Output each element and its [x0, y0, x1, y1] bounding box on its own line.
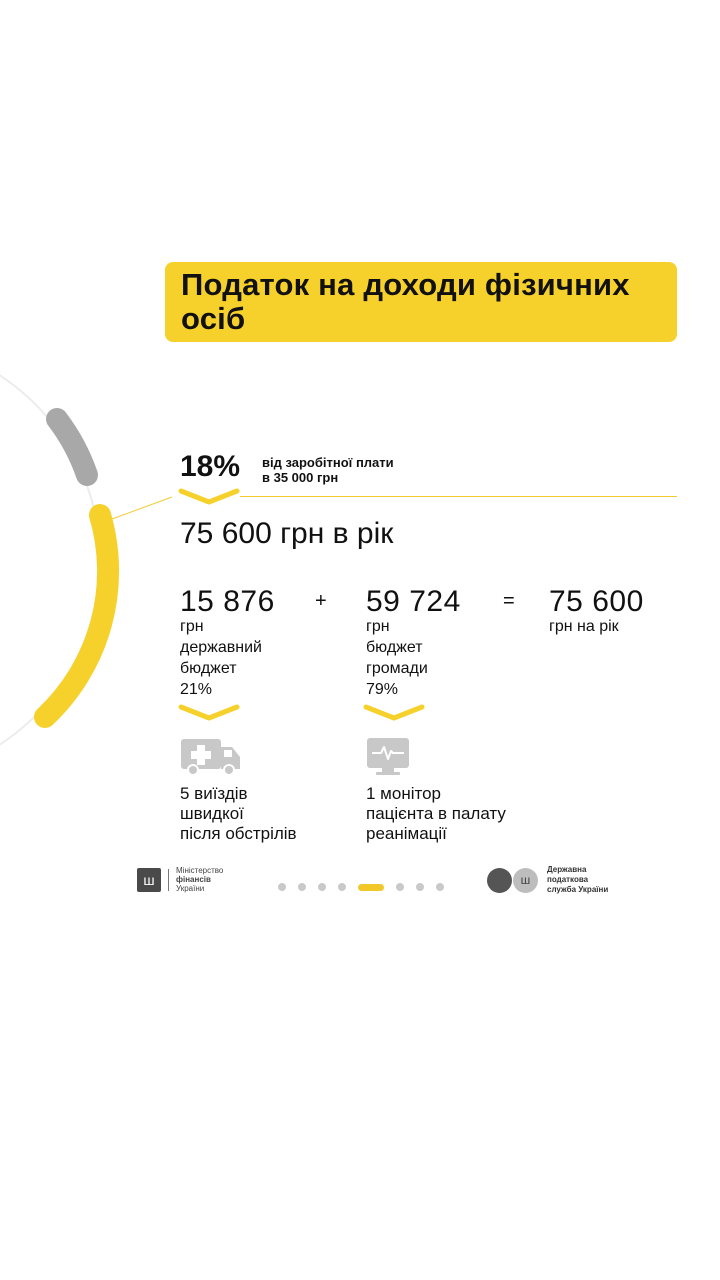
page-title: Податок на доходи фізичних осіб	[181, 267, 630, 336]
community-budget-amount: 59 724	[366, 585, 461, 618]
arc-gray-segment	[57, 419, 87, 475]
tax-logo-line2: податкова	[547, 875, 589, 884]
arc-yellow-segment	[45, 515, 108, 717]
state-budget-effect	[180, 784, 297, 844]
tax-rate-percent: 18%	[180, 450, 241, 483]
title-banner	[165, 262, 677, 342]
tax-service-logo	[487, 865, 627, 895]
ministry-logo-text	[176, 866, 246, 893]
annual-total: 75 600 грн в рік	[180, 517, 394, 550]
chevron-down-icon	[178, 488, 240, 506]
tax-rate-description-line2: в 35 000 грн	[262, 470, 339, 485]
chevron-down-icon	[178, 704, 240, 722]
state-effect-line2: швидкої	[180, 804, 244, 823]
pagination-dot-active[interactable]	[358, 884, 384, 891]
state-effect-line3: після обстрілів	[180, 824, 297, 843]
pagination-dot[interactable]	[396, 883, 404, 891]
community-budget-effect	[366, 784, 506, 844]
community-budget-details	[366, 616, 428, 700]
tax-logo-line3: служба України	[547, 885, 609, 894]
community-budget-label-1: бюджет	[366, 639, 423, 656]
state-budget-amount: 15 876	[180, 585, 275, 618]
pagination-dots	[278, 883, 444, 891]
logo-circle-dark	[487, 868, 512, 893]
community-effect-line3: реанімації	[366, 824, 447, 843]
tax-rate-description	[262, 455, 462, 485]
divider-line	[240, 496, 677, 497]
total-details	[549, 616, 619, 637]
chevron-down-icon	[363, 704, 425, 722]
trident-icon: ш	[137, 868, 161, 892]
ministry-of-finance-logo	[137, 866, 246, 893]
pagination-dot[interactable]	[318, 883, 326, 891]
state-budget-details	[180, 616, 262, 700]
community-budget-unit: грн	[366, 618, 390, 635]
plus-sign: +	[315, 590, 327, 612]
trident-icon: ш	[513, 868, 538, 893]
state-budget-label-1: державний	[180, 639, 262, 656]
pagination-dot[interactable]	[416, 883, 424, 891]
pagination-dot[interactable]	[436, 883, 444, 891]
tax-service-logo-text	[547, 865, 627, 895]
tax-logo-line1: Державна	[547, 865, 587, 874]
patient-monitor-icon	[366, 737, 410, 777]
state-budget-share: 21%	[180, 681, 213, 698]
connector-line	[112, 497, 172, 519]
ministry-logo-line1: Міністерство	[176, 866, 224, 875]
pagination-dot[interactable]	[298, 883, 306, 891]
community-effect-line2: пацієнта в палату	[366, 804, 506, 823]
total-amount: 75 600	[549, 585, 644, 618]
ambulance-icon	[180, 737, 242, 777]
pagination-dot[interactable]	[278, 883, 286, 891]
state-effect-line1: 5 виїздів	[180, 784, 248, 803]
tax-rate-description-line1: від заробітної плати	[262, 455, 394, 470]
state-budget-label-2: бюджет	[180, 660, 237, 677]
ministry-logo-line3: України	[176, 884, 205, 893]
community-budget-share: 79%	[366, 681, 399, 698]
community-effect-line1: 1 монітор	[366, 784, 441, 803]
community-budget-label-2: громади	[366, 660, 428, 677]
ministry-logo-line2: фінансів	[176, 875, 211, 884]
logo-separator	[168, 869, 169, 891]
total-unit: грн на рік	[549, 618, 619, 635]
state-budget-unit: грн	[180, 618, 204, 635]
equals-sign: =	[503, 590, 515, 612]
pagination-dot[interactable]	[338, 883, 346, 891]
